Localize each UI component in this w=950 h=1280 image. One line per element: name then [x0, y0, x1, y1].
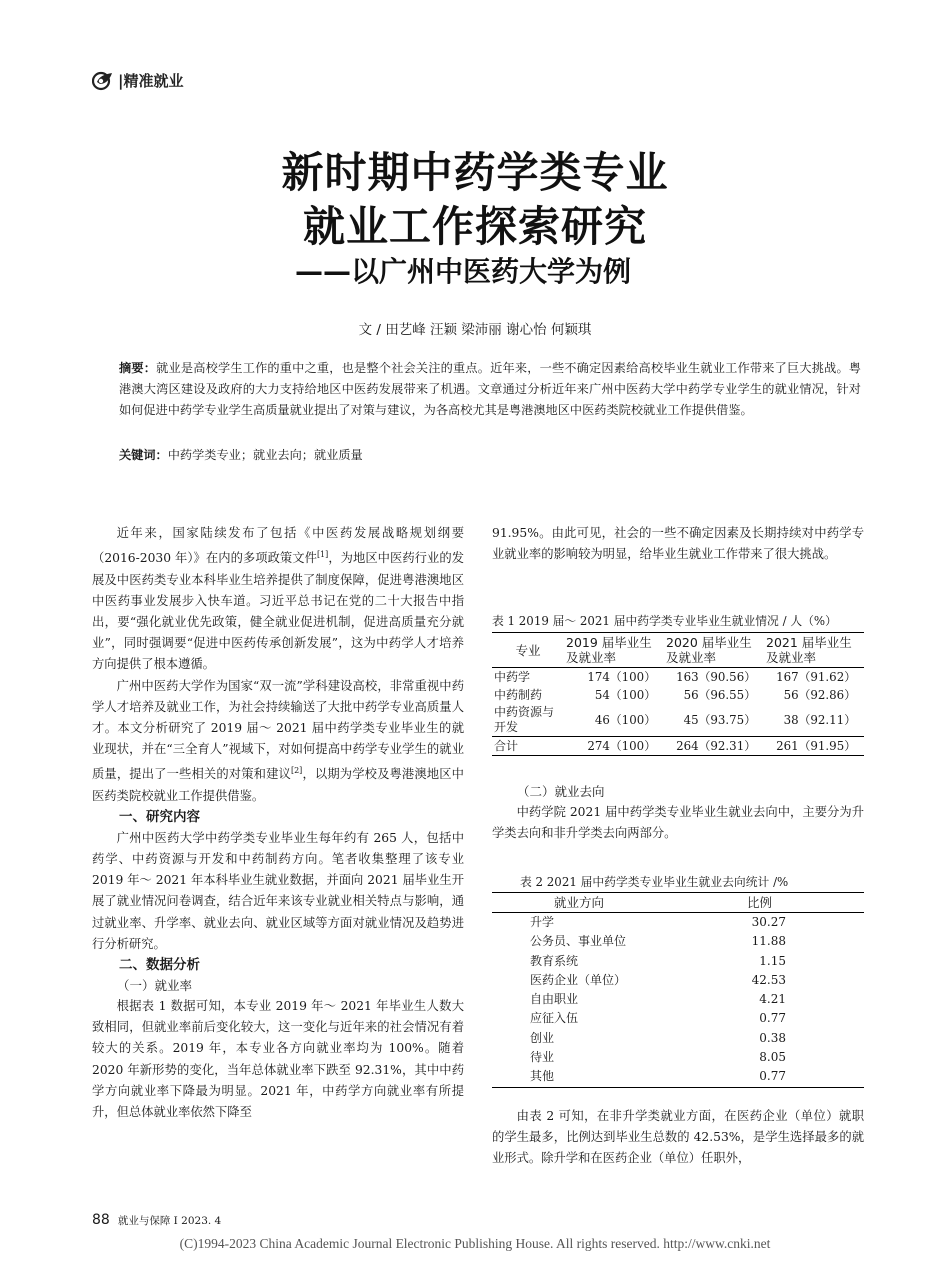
keywords	[119, 446, 363, 463]
table-row: 医药企业（单位） 42.53	[530, 972, 786, 987]
table2	[492, 892, 864, 1088]
keywords-text: 中药学类专业；就业去向；就业质量	[167, 448, 363, 462]
table-row: 合计 274（100） 264（92.31） 261（91.95）	[492, 737, 864, 756]
section-heading-analysis: 二、数据分析	[119, 957, 200, 974]
subsection-heading-rate: （一）就业率	[117, 978, 193, 994]
table1-caption: 表 1 2019 届～ 2021 届中药学类专业毕业生就业情况 / 人（%）	[492, 614, 837, 628]
table-row: 其他 0.77	[492, 1067, 864, 1087]
right-column-mid	[492, 782, 864, 844]
table-row: 中药学 174（100） 163（90.56） 167（91.62）	[492, 668, 864, 687]
paragraph: 近年来，国家陆续发布了包括《中医药发展战略规划纲要（2016-2030 年）》在内的多项政策文件[1]，为地区中医药行业的发展及中医药类专业本科毕业生培养提供了制度保障，促进粤港澳地区中医药事业发展步入快车道。习近平总书记在党的二十大报告中指出，要“强化就业优先政策，健全就业促进机制，促进高质量充分就业”，同时强调要“促进中医药传承创新发展”，这为中药学人才培养方向提供了根本遵循。	[92, 526, 464, 672]
abstract	[119, 358, 861, 421]
section-header	[92, 70, 184, 91]
keywords-label: 关键词：	[119, 448, 168, 462]
section-heading-research: 一、研究内容	[119, 808, 200, 825]
paragraph: 由表 2 可知，在非升学类就业方面，在医药企业（单位）就职的学生最多，比例达到毕业生总数的 42.53%，是学生选择最多的就业形式。除升学和在医药企业（单位）任职外，	[492, 1109, 864, 1166]
table-row: 自由职业 4.21	[530, 992, 786, 1007]
citation-ref[interactable]: [1]	[316, 550, 329, 560]
table2-header: 就业方向	[554, 895, 605, 910]
section-label: |精准就业	[118, 72, 184, 90]
table2-header: 比例	[747, 895, 773, 910]
table-row: 待业 8.05	[530, 1050, 786, 1065]
right-column-top	[492, 523, 864, 565]
paragraph: 根据表 1 数据可知，本专业 2019 年～ 2021 年毕业生人数大致相同，但就业率前后变化较大，这一变化与近年来的社会情况有着较大的关系。2019 年，本专业各方向就业率均为 100%。随着 2020 年新形势的变化，当年总体就业率下跌至 92.31%，其中中药学方向就业率下降最为明显。2021 年，中药学方向就业率有所提升，但总体就业率依然下降至	[92, 999, 464, 1120]
article-title-line2: 就业工作探索研究	[302, 202, 647, 251]
table-row: 中药资源与开发 46（100） 45（93.75） 38（92.11）	[494, 705, 856, 734]
paragraph: 91.95%。由此可见，社会的一些不确定因素及长期持续对中药学专业就业率的影响较为明显，给毕业生就业工作带来了很大挑战。	[492, 526, 864, 562]
table-row: 创业 0.38	[530, 1030, 786, 1045]
table-row: 公务员、事业单位 11.88	[530, 934, 786, 949]
table1-header: 2020 届毕业生及就业率	[666, 635, 752, 665]
paragraph: 中药学院 2021 届中药学类专业毕业生就业去向中，主要分为升学类去向和非升学类去向两部分。	[492, 805, 864, 841]
article-title-line1: 新时期中药学类专业	[281, 148, 669, 197]
leaf-pin-logo-icon	[92, 71, 114, 91]
right-column-bottom	[492, 1106, 864, 1170]
table2-caption: 表 2 2021 届中药学类专业毕业生就业去向统计 /%	[520, 875, 789, 889]
table1	[492, 632, 864, 756]
table1-header: 2021 届毕业生及就业率	[766, 635, 852, 665]
paragraph: 广州中医药大学中药学类专业毕业生每年约有 265 人，包括中药学、中药资源与开发和中药制药方向。笔者收集整理了该专业 2019 年～ 2021 年本科毕业生就业数据，并面向 2021 届毕业生开展了就业情况问卷调查，结合近年来该专业就业相关特点与影响，通过就业率、升学率、就业去向、就业区域等方面对就业情况及趋势进行分析研究。	[92, 830, 464, 951]
left-column	[92, 523, 464, 1123]
journal-name: 就业与保障 I 2023. 4	[117, 1215, 222, 1227]
authors: 文 / 田艺峰 汪颖 梁沛丽 谢心怡 何颖琪	[358, 322, 592, 338]
table1-header: 2019 届毕业生及就业率	[566, 635, 652, 665]
abstract-label: 摘要：	[119, 361, 157, 375]
abstract-text: 就业是高校学生工作的重中之重，也是整个社会关注的重点。近年来，一些不确定因素给高校毕业生就业工作带来了巨大挑战。粤港澳大湾区建设及政府的大力支持给地区中医药发展带来了机遇。文章通过分析近年来广州中医药大学中药学专业学生的就业情况，针对如何促进中药学专业学生高质量就业提出了对策与建议，为各高校尤其是粤港澳地区中医药类院校就业工作提供借鉴。	[119, 361, 861, 417]
paragraph: 广州中医药大学作为国家“双一流”学科建设高校，非常重视中药学人才培养及就业工作，为社会持续输送了大批中药学专业高质量人才。本文分析研究了 2019 届～ 2021 届中药学类专业毕业生的就业现状，并在“三全育人”视域下，对如何提高中药学专业学生的就业质量，提出了一些相关的对策和建议[2]，以期为学校及粤港澳地区中医药类院校就业工作提供借鉴。	[92, 678, 464, 803]
article-subtitle: ——以广州中医药大学为例	[295, 255, 632, 288]
page-number: 88	[92, 1212, 110, 1228]
table1-header: 专业	[515, 642, 541, 658]
table-row: 应征入伍 0.77	[530, 1011, 786, 1026]
copyright-line: (C)1994-2023 China Academic Journal Electronic Publishing House. All rights reserved. http://www.cnki.net	[179, 1236, 771, 1251]
table-row: 升学 30.27	[492, 913, 864, 933]
citation-ref[interactable]: [2]	[290, 766, 303, 776]
subsection-heading-destination: （二）就业去向	[517, 784, 605, 799]
table-row: 中药制药 54（100） 56（96.55） 56（92.86）	[494, 688, 856, 702]
page-footer	[92, 1212, 221, 1228]
table-row: 教育系统 1.15	[530, 953, 786, 968]
